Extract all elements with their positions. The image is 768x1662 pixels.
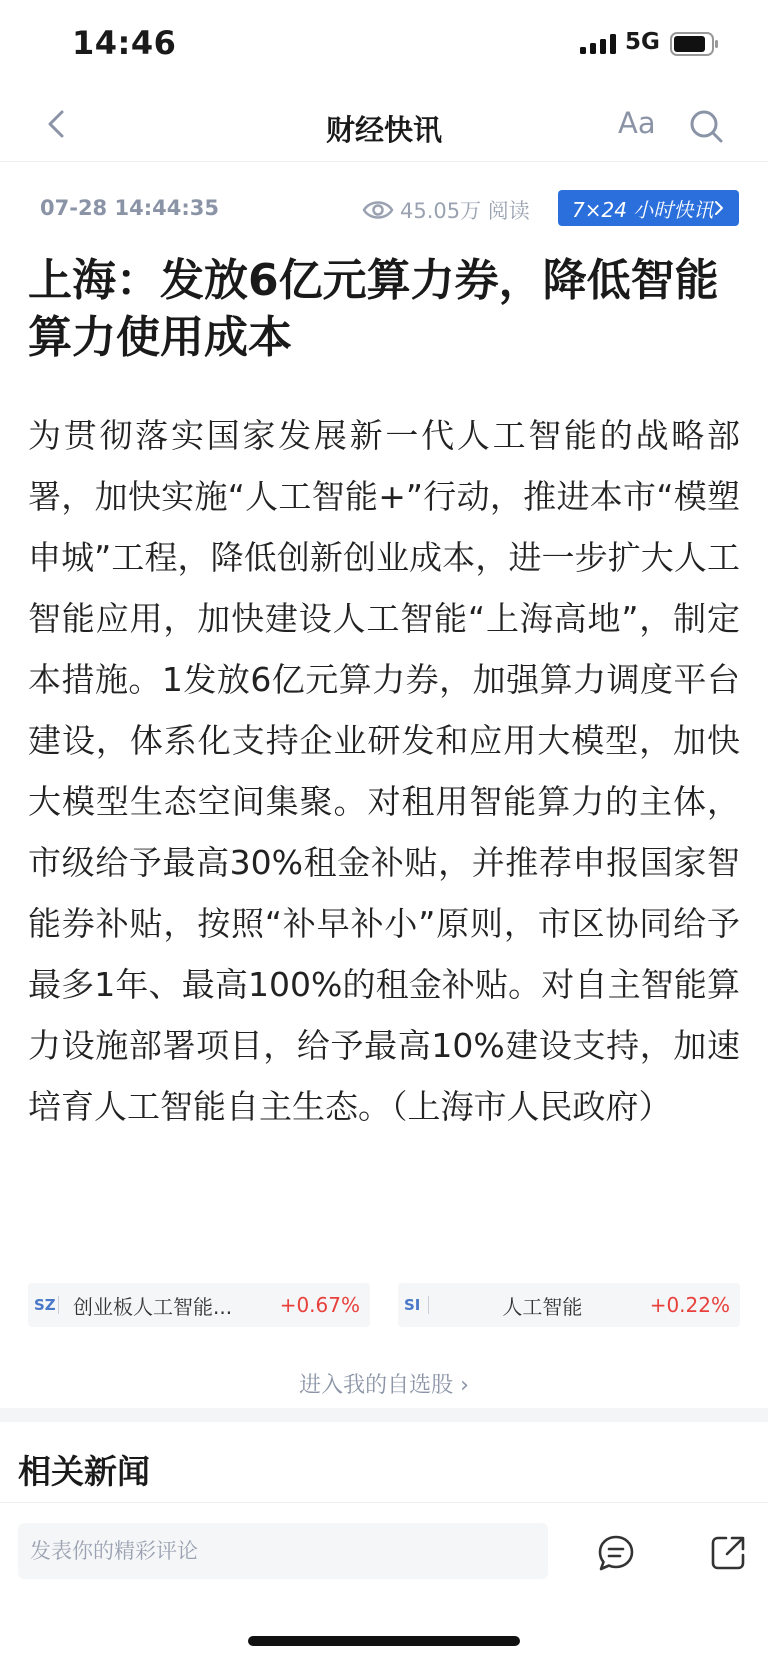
font-size-button[interactable]: Aa	[618, 106, 656, 140]
search-icon[interactable]	[688, 108, 724, 144]
stock-chip[interactable]	[28, 1283, 370, 1327]
divider	[428, 1296, 429, 1314]
view-count	[362, 194, 530, 226]
status-time: 14:46	[72, 24, 177, 62]
view-count-label: 45.05万 阅读	[400, 199, 530, 223]
stock-change: +0.22%	[649, 1293, 730, 1317]
page-title: 财经快讯	[325, 113, 442, 147]
chevron-right-icon	[713, 199, 725, 217]
related-news-heading: 相关新闻	[18, 1452, 150, 1491]
watchlist-link[interactable]: 进入我的自选股 ›	[299, 1373, 469, 1398]
home-indicator	[248, 1636, 520, 1646]
stock-name: 创业板人工智能...	[73, 1294, 233, 1319]
market-code: SI	[404, 1296, 421, 1314]
battery-icon	[670, 32, 720, 56]
live-news-tag-label: 7×24 小时快讯	[572, 197, 714, 222]
market-code: SZ	[34, 1296, 56, 1314]
stock-name: 人工智能	[502, 1294, 583, 1319]
article-meta	[0, 190, 768, 230]
comment-bar	[0, 1502, 768, 1602]
article-headline: 上海：发放6亿元算力券，降低智能算力使用成本	[28, 255, 719, 363]
network-type: 5G	[625, 29, 660, 55]
signal-icon	[580, 34, 616, 54]
comment-icon[interactable]	[596, 1533, 636, 1573]
status-bar	[0, 0, 768, 88]
live-news-tag-button[interactable]	[558, 190, 739, 226]
section-divider	[0, 1408, 768, 1422]
divider	[58, 1296, 59, 1314]
nav-bar	[0, 88, 768, 162]
stock-change: +0.67%	[279, 1293, 360, 1317]
comment-input[interactable]	[18, 1523, 548, 1579]
eye-icon	[362, 199, 394, 221]
article-body: 为贯彻落实国家发展新一代人工智能的战略部署，加快实施“人工智能+”行动，推进本市“模塑申城”工程，降低创新创业成本，进一步扩大人工智能应用，加快建设人工智能“上海高地”，制定本措施。1发放6亿元算力券，加强算力调度平台建设，体系化支持企业研发和应用大模型，加快大模型生态空间集聚。对租用智能算力的主体，市级给予最高30%租金补贴，并推荐申报国家智能券补贴，按照“补早补小”原则，市区协同给予最多1年、最高100%的租金补贴。对自主智能算力设施部署项目，给予最高10%建设支持，加速培育人工智能自主生态。（上海市人民政府）	[28, 416, 740, 1126]
stock-chip[interactable]	[398, 1283, 740, 1327]
share-icon[interactable]	[708, 1533, 748, 1573]
publish-time: 07-28 14:44:35	[40, 196, 219, 220]
